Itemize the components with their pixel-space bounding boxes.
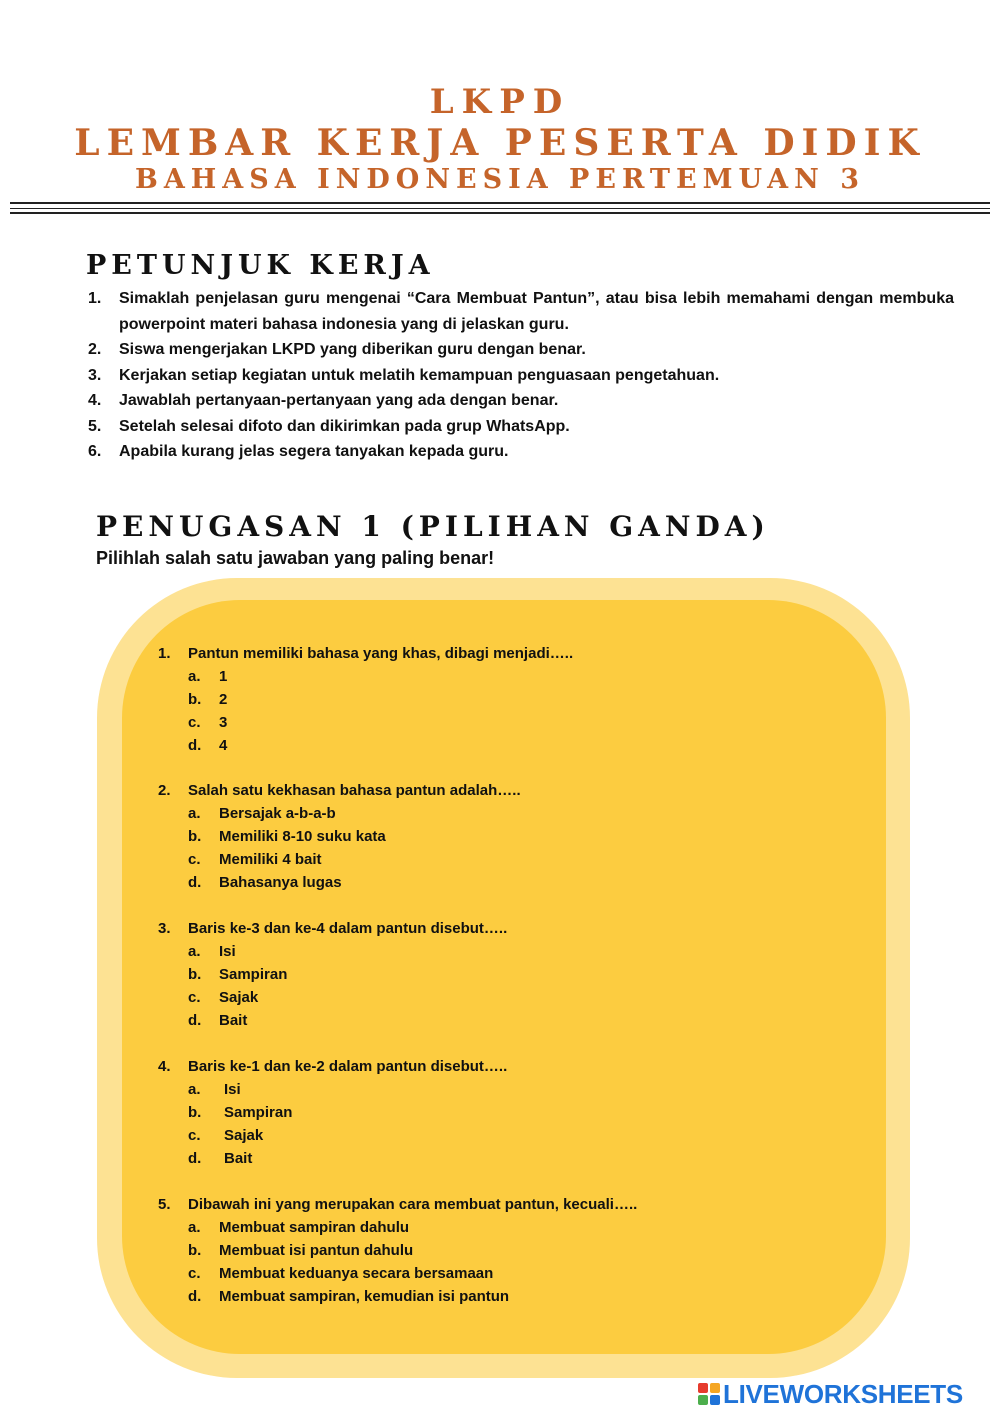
worksheet-title-full: LEMBAR KERJA PESERTA DIDIK — [74, 122, 926, 164]
question-2 — [158, 779, 858, 894]
question-label: Salah satu kekhasan bahasa pantun adalah….. — [188, 782, 521, 799]
answer-option[interactable] — [158, 825, 858, 848]
option-letter: b. — [188, 691, 202, 708]
option-text: Memiliki 8-10 suku kata — [219, 828, 386, 845]
answer-option[interactable] — [158, 986, 858, 1009]
option-text: Membuat keduanya secara bersamaan — [219, 1265, 494, 1282]
question-number: 2. — [158, 782, 171, 799]
petunjuk-list — [88, 286, 954, 465]
petunjuk-item — [88, 388, 954, 414]
answer-option[interactable] — [158, 1124, 858, 1147]
option-letter: b. — [188, 966, 202, 983]
answer-option[interactable] — [158, 1239, 858, 1262]
option-text: Membuat isi pantun dahulu — [219, 1242, 414, 1259]
option-text: Bahasanya lugas — [219, 874, 342, 891]
logo-tile — [710, 1383, 720, 1393]
petunjuk-heading: PETUNJUK KERJA — [86, 250, 435, 281]
option-letter: a. — [188, 805, 201, 822]
question-text — [158, 642, 858, 665]
question-label: Baris ke-3 dan ke-4 dalam pantun disebut….. — [188, 920, 508, 937]
question-1 — [158, 642, 858, 757]
liveworksheets-brand-text: LIVEWORKSHEETS — [723, 1378, 963, 1409]
option-text: 2 — [219, 691, 228, 708]
question-number: 3. — [158, 920, 171, 937]
option-letter: b. — [188, 1104, 202, 1121]
question-text — [158, 779, 858, 802]
petunjuk-item-number: 4. — [88, 392, 102, 409]
answer-option[interactable] — [158, 1101, 858, 1124]
penugasan-heading: PENUGASAN 1 (PILIHAN GANDA) — [96, 510, 770, 543]
question-text — [158, 1193, 858, 1216]
petunjuk-item-text: Apabila kurang jelas segera tanyakan kepada guru. — [119, 443, 509, 460]
option-text: 4 — [219, 737, 228, 754]
answer-option[interactable] — [158, 848, 858, 871]
option-letter: a. — [188, 1081, 201, 1098]
petunjuk-item-text: Kerjakan setiap kegiatan untuk melatih kemampuan penguasaan pengetahuan. — [119, 366, 720, 384]
petunjuk-item-number: 1. — [88, 290, 102, 307]
answer-option[interactable] — [158, 1009, 858, 1032]
question-number: 1. — [158, 645, 171, 662]
option-text: Isi — [224, 1081, 241, 1098]
answer-option[interactable] — [158, 1147, 858, 1170]
question-label: Pantun memiliki bahasa yang khas, dibagi menjadi….. — [188, 645, 574, 662]
question-3 — [158, 917, 858, 1032]
option-letter: a. — [188, 1219, 201, 1236]
question-label: Baris ke-1 dan ke-2 dalam pantun disebut….. — [188, 1058, 508, 1075]
question-label: Dibawah ini yang merupakan cara membuat pantun, kecuali….. — [188, 1196, 638, 1213]
penugasan-instruction: Pilihlah salah satu jawaban yang paling benar! — [96, 548, 495, 568]
header-divider-bottom — [10, 212, 990, 214]
logo-tile — [710, 1395, 720, 1405]
petunjuk-item-number: 5. — [88, 417, 102, 435]
answer-option[interactable] — [158, 1285, 858, 1308]
option-text: 1 — [219, 668, 228, 685]
liveworksheets-logo[interactable] — [698, 1380, 963, 1408]
petunjuk-item-number: 3. — [88, 366, 102, 384]
answer-option[interactable] — [158, 1216, 858, 1239]
answer-option[interactable] — [158, 940, 858, 963]
answer-option[interactable] — [158, 665, 858, 688]
petunjuk-item-text: Siswa mengerjakan LKPD yang diberikan guru dengan benar. — [119, 341, 586, 358]
petunjuk-item-number: 2. — [88, 341, 102, 358]
option-text: Membuat sampiran, kemudian isi pantun — [219, 1288, 510, 1305]
question-4 — [158, 1055, 858, 1170]
option-letter: a. — [188, 943, 201, 960]
petunjuk-item-text: Setelah selesai difoto dan dikirimkan pada grup WhatsApp. — [119, 417, 570, 435]
option-text: Sampiran — [219, 966, 288, 983]
option-text: 3 — [219, 714, 228, 731]
petunjuk-item — [88, 286, 954, 337]
question-number: 4. — [158, 1058, 171, 1075]
header-divider-middle — [10, 208, 990, 209]
option-text: Bersajak a-b-a-b — [219, 805, 336, 822]
option-text: Sajak — [224, 1127, 264, 1144]
question-5 — [158, 1193, 858, 1308]
petunjuk-item — [88, 337, 954, 363]
petunjuk-item-text: Simaklah penjelasan guru mengenai “Cara Membuat Pantun”, atau bisa lebih memahami dengan membuka powerpoint materi bahasa indonesia yang di jelaskan guru. — [119, 290, 954, 333]
petunjuk-item — [88, 414, 954, 440]
answer-option[interactable] — [158, 1262, 858, 1285]
option-text: Sajak — [219, 989, 259, 1006]
option-letter: c. — [188, 1127, 201, 1144]
question-number: 5. — [158, 1196, 171, 1213]
header-divider-top — [10, 202, 990, 204]
worksheet-title-lkpd: LKPD — [429, 82, 571, 122]
option-letter: a. — [188, 668, 201, 685]
logo-tile — [698, 1383, 708, 1393]
option-text: Bait — [224, 1150, 253, 1167]
answer-option[interactable] — [158, 802, 858, 825]
option-letter: c. — [188, 989, 201, 1006]
petunjuk-item-text: Jawablah pertanyaan-pertanyaan yang ada dengan benar. — [119, 392, 559, 409]
answer-option[interactable] — [158, 963, 858, 986]
option-letter: c. — [188, 1265, 201, 1282]
worksheet-subject-title: BAHASA INDONESIA PERTEMUAN 3 — [135, 164, 865, 195]
option-letter: b. — [188, 828, 202, 845]
option-text: Membuat sampiran dahulu — [219, 1219, 410, 1236]
option-text: Memiliki 4 bait — [219, 851, 322, 868]
option-letter: c. — [188, 714, 201, 731]
answer-option[interactable] — [158, 688, 858, 711]
logo-tile — [698, 1395, 708, 1405]
option-letter: d. — [188, 874, 202, 891]
petunjuk-item-number: 6. — [88, 443, 102, 460]
option-letter: d. — [188, 737, 202, 754]
option-text: Isi — [219, 943, 236, 960]
option-text: Bait — [219, 1012, 248, 1029]
answer-option[interactable] — [158, 1078, 858, 1101]
option-letter: b. — [188, 1242, 202, 1259]
answer-option[interactable] — [158, 711, 858, 734]
option-text: Sampiran — [224, 1104, 293, 1121]
question-text — [158, 917, 858, 940]
option-letter: d. — [188, 1150, 202, 1167]
option-letter: d. — [188, 1288, 202, 1305]
option-letter: c. — [188, 851, 201, 868]
option-letter: d. — [188, 1012, 202, 1029]
petunjuk-item — [88, 363, 954, 389]
liveworksheets-icon — [698, 1383, 720, 1405]
petunjuk-item — [88, 439, 954, 465]
answer-option[interactable] — [158, 871, 858, 894]
question-text — [158, 1055, 858, 1078]
answer-option[interactable] — [158, 734, 858, 757]
